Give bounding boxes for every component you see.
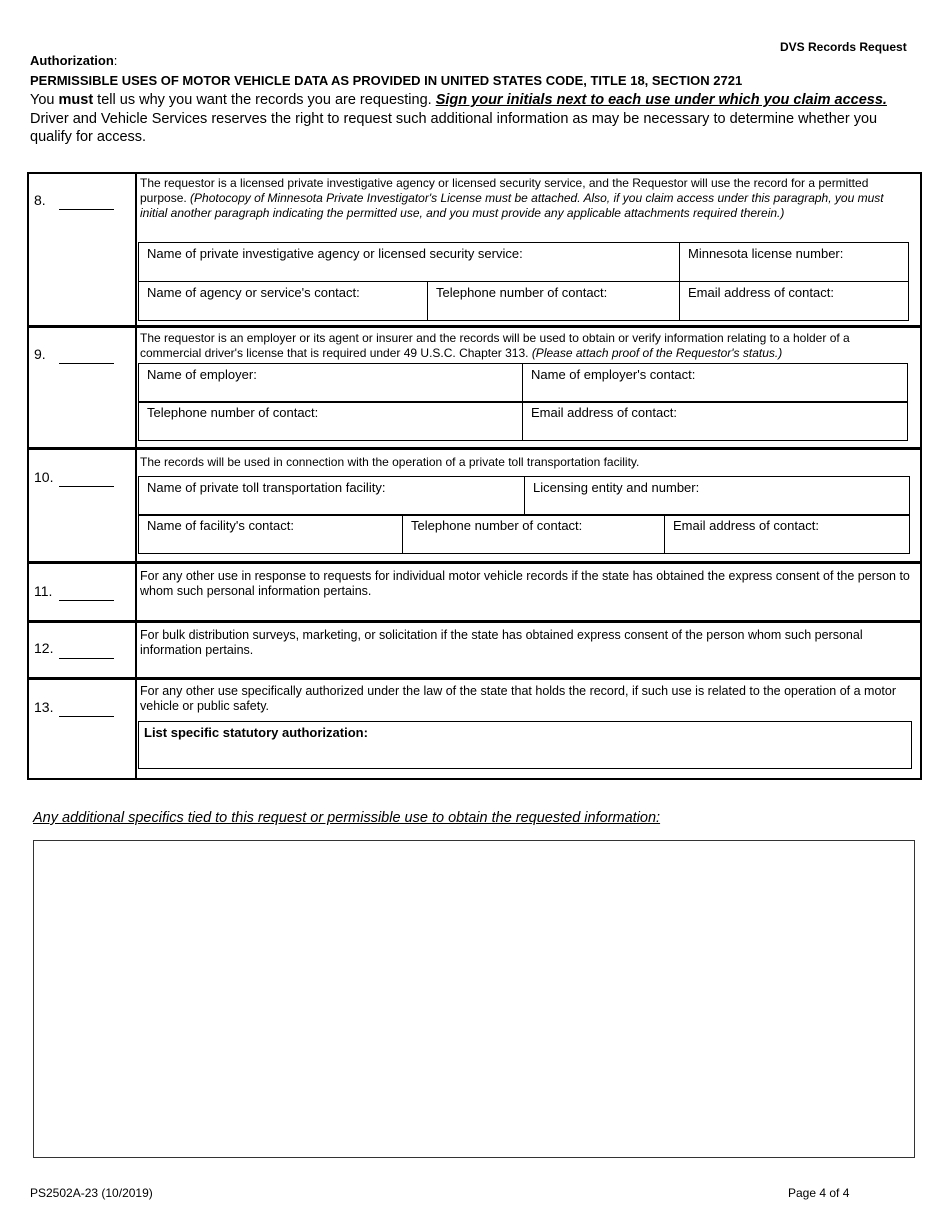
use-row-12: [27, 621, 922, 679]
initials-blank-9[interactable]: [59, 363, 114, 364]
facility-name-field[interactable]: Name of private toll transportation facility:: [138, 476, 525, 516]
use-number-column: [29, 680, 137, 778]
use-number-column: [29, 328, 137, 447]
use-row-10: [27, 448, 922, 563]
use-description: For any other use in response to requests for individual motor vehicle records if the state has obtained the express consent of the person to whom such personal information pertains.: [140, 569, 910, 598]
page-number: Page 4 of 4: [788, 1186, 850, 1200]
use-number: 12.: [34, 640, 54, 656]
initials-blank-13[interactable]: [59, 716, 114, 717]
permissible-uses-title: PERMISSIBLE USES OF MOTOR VEHICLE DATA AS PROVIDED IN UNITED STATES CODE, TITLE 18, SECTION 2721: [30, 73, 743, 88]
use-description: The requestor is a licensed private investigative agency or licensed security service, and the Requestor will use the record for a permitted purpose. (Photocopy of Minnesota Private Investigator's License must be attached. Also, if you claim access under this paragraph, you must initial another paragraph indicating the permitted use, and you must provide any applicable attachments required therein.): [140, 176, 884, 220]
facility-contact-field[interactable]: Name of facility's contact:: [138, 514, 403, 554]
use-number: 11.: [34, 583, 53, 599]
use-number-column: [29, 450, 137, 561]
licensing-entity-field[interactable]: Licensing entity and number:: [524, 476, 910, 516]
form-title: DVS Records Request: [780, 40, 907, 54]
form-number: PS2502A-23 (10/2019): [30, 1186, 153, 1200]
authorization-label: Authorization:: [30, 53, 118, 68]
use-number: 8.: [34, 192, 46, 208]
use-description: For bulk distribution surveys, marketing, or solicitation if the state has obtained express consent of the person whom such personal information pertains.: [140, 628, 863, 657]
initials-blank-11[interactable]: [59, 600, 114, 601]
use-number-column: [29, 174, 137, 325]
use-number: 10.: [34, 469, 54, 485]
initials-blank-12[interactable]: [59, 658, 114, 659]
use-row-13: [27, 678, 922, 780]
use-description: For any other use specifically authorized under the law of the state that holds the record, if such use is related to the operation of a motor vehicle or public safety.: [140, 684, 896, 713]
statutory-authorization-field[interactable]: List specific statutory authorization:: [138, 721, 912, 769]
use-number-column: [29, 623, 137, 677]
use-row-8: [27, 172, 922, 327]
initials-blank-10[interactable]: [59, 486, 114, 487]
employer-email-field[interactable]: Email address of contact:: [522, 401, 908, 441]
additional-specifics-textarea[interactable]: [33, 840, 915, 1158]
agency-telephone-field[interactable]: Telephone number of contact:: [427, 281, 680, 321]
use-description: The records will be used in connection with the operation of a private toll transportation facility.: [140, 455, 640, 469]
facility-telephone-field[interactable]: Telephone number of contact:: [402, 514, 665, 554]
initials-blank-8[interactable]: [59, 209, 114, 210]
use-row-11: [27, 562, 922, 622]
employer-contact-field[interactable]: Name of employer's contact:: [522, 363, 908, 403]
use-number: 9.: [34, 346, 46, 362]
facility-email-field[interactable]: Email address of contact:: [664, 514, 910, 554]
employer-telephone-field[interactable]: Telephone number of contact:: [138, 401, 523, 441]
use-row-9: [27, 326, 922, 449]
use-number: 13.: [34, 699, 54, 715]
license-number-field[interactable]: Minnesota license number:: [679, 242, 909, 282]
agency-name-field[interactable]: Name of private investigative agency or licensed security service:: [138, 242, 680, 282]
additional-specifics-label: Any additional specifics tied to this request or permissible use to obtain the requested information:: [33, 810, 661, 826]
agency-contact-field[interactable]: Name of agency or service's contact:: [138, 281, 428, 321]
use-number-column: [29, 564, 137, 620]
use-description: The requestor is an employer or its agent or insurer and the records will be used to obtain or verify information relating to a holder of a commercial driver's license that is required under 49 U.S.C. Chapter 313. (Please attach proof of the Requestor's status.): [140, 331, 850, 360]
intro-paragraph: You must tell us why you want the records you are requesting. Sign your initials next to each use under which you claim access. Driver and Vehicle Services reserves the right to request such additional information as may be necessary to determine whether you qualify for access.: [30, 92, 887, 145]
employer-name-field[interactable]: Name of employer:: [138, 363, 523, 403]
agency-email-field[interactable]: Email address of contact:: [679, 281, 909, 321]
